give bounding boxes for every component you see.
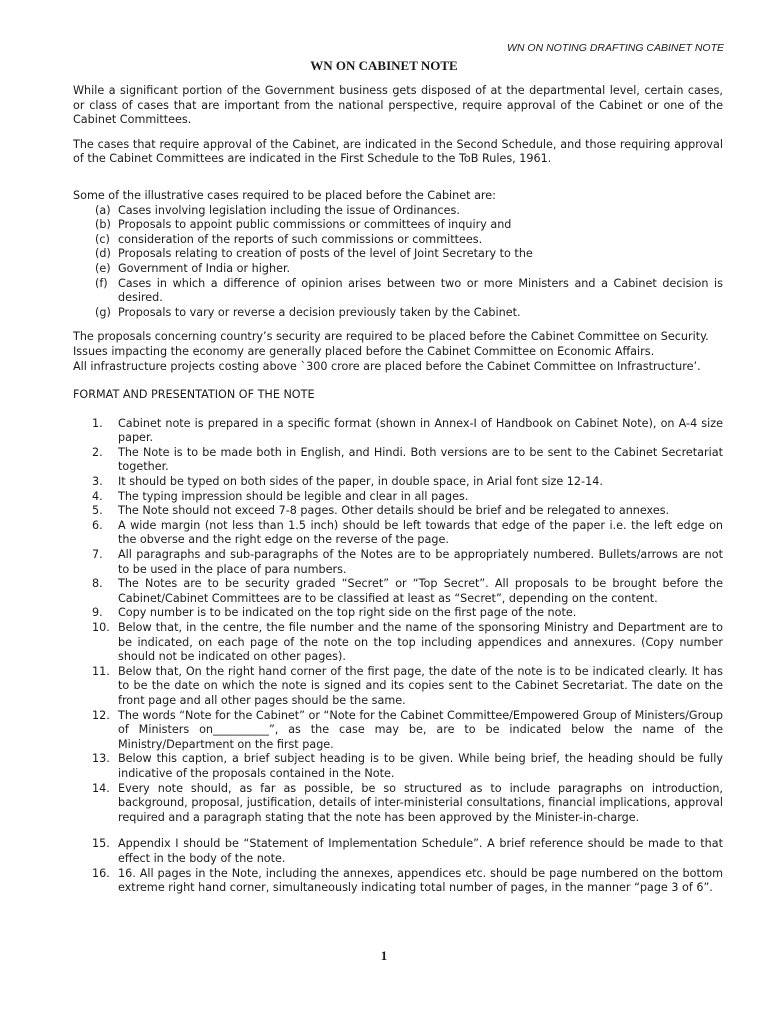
list-item: 9. Copy number is to be indicated on the top right side on the first page of the note.: [92, 606, 577, 620]
list-item: (d) Proposals relating to creation of posts of the level of Joint Secretary to the: [95, 247, 533, 261]
committees-line-1: The proposals concerning country’s security are required to be placed before the Cabinet Committee on Security.: [73, 330, 709, 344]
list-item: 6. A wide margin (not less than 1.5 inch) should be left towards that edge of the paper i.e. the left edge on the obverse and the right edge on the reverse of the page.: [92, 518, 723, 547]
list-item: (c) consideration of the reports of such commissions or committees.: [95, 232, 483, 246]
list-item: 3. It should be typed on both sides of the paper, in double space, in Arial font size 12-14.: [92, 475, 603, 489]
list-item: 16. 16. All pages in the Note, including the annexes, appendices etc. should be page numbered on the bottom extreme right hand corner, simultaneously indicating total number of pages, in the manner “page 3 of 6”.: [92, 866, 723, 895]
list-item: 13. Below this caption, a brief subject heading is to be given. While being brief, the heading should be fully indicative of the proposals contained in the Note.: [92, 752, 723, 780]
list-item: 5. The Note should not exceed 7-8 pages. Other details should be brief and be relegated to annexes.: [92, 504, 670, 518]
intro-paragraph-2: The cases that require approval of the Cabinet, are indicated in the Second Schedule, and those requiring approval of the Cabinet Committees are indicated in the First Schedule to the ToB Rules, 1961.: [73, 137, 723, 166]
intro-paragraph-1: While a significant portion of the Government business gets disposed of at the departmental level, certain cases, or class of cases that are important from the national perspective, require approval of the Cabinet or one of the Cabinet Committees.: [73, 84, 723, 127]
illustrative-lead: Some of the illustrative cases required to be placed before the Cabinet are:: [73, 188, 496, 202]
list-item: 12. The words “Note for the Cabinet” or “Note for the Cabinet Committee/Empowered Group of Ministers/Group of Ministers on__________”, as the case may be, are to be indicated below the name of the Ministry/Department on the first page.: [92, 708, 723, 751]
running-header: WN ON NOTING DRAFTING CABINET NOTE: [507, 42, 724, 54]
page-number: 1: [380, 948, 388, 963]
list-item: 10. Below that, in the centre, the file number and the name of the sponsoring Ministry and Department are to be indicated, on each page of the note on the top including appendices and annexures. (Copy number should not be indicated on other pages).: [92, 621, 723, 664]
list-item: 1. Cabinet note is prepared in a specific format (shown in Annex-I of Handbook on Cabinet Note), on A-4 size paper.: [92, 416, 723, 445]
list-item: (e) Government of India or higher.: [95, 261, 291, 275]
format-rules-list: [73, 417, 723, 896]
list-item: 14. Every note should, as far as possible, be so structured as to include paragraphs on introduction, background, proposal, justification, details of inter-ministerial consultations, financial implications, approval required and a paragraph stating that the note has been approved by the Minister-in-charge.: [92, 781, 723, 824]
document-body: [73, 84, 723, 896]
list-item: (f) Cases in which a difference of opinion arises between two or more Ministers and a Cabinet decision is desired.: [95, 276, 723, 305]
committees-line-3: All infrastructure projects costing above `300 crore are placed before the Cabinet Committee on Infrastructure’.: [73, 359, 701, 373]
list-item: (a) Cases involving legislation including the issue of Ordinances.: [95, 203, 460, 217]
list-item: 11. Below that, On the right hand corner of the first page, the date of the note is to be indicated clearly. It has to be the date on which the note is signed and its copies sent to the Cabinet Secretariat. The date on the front page and all other pages should be the same.: [92, 664, 723, 707]
list-item: 15. Appendix I should be “Statement of Implementation Schedule”. A brief reference should be made to that effect in the body of the note.: [92, 837, 723, 865]
list-item: (g) Proposals to vary or reverse a decision previously taken by the Cabinet.: [95, 305, 521, 319]
format-heading: FORMAT AND PRESENTATION OF THE NOTE: [73, 388, 315, 402]
committees-line-2: Issues impacting the economy are generally placed before the Cabinet Committee on Economic Affairs.: [73, 344, 655, 358]
list-item: 7. All paragraphs and sub-paragraphs of the Notes are to be appropriately numbered. Bullets/arrows are not to be used in the place of para numbers.: [92, 548, 723, 576]
list-item: 4. The typing impression should be legible and clear in all pages.: [92, 489, 469, 503]
list-item: (b) Proposals to appoint public commissions or committees of inquiry and: [95, 218, 512, 232]
page-title: WN ON CABINET NOTE: [310, 58, 458, 73]
list-item: 2. The Note is to be made both in English, and Hindi. Both versions are to be sent to the Cabinet Secretariat together.: [92, 445, 723, 474]
list-item: 8. The Notes are to be security graded “Secret” or “Top Secret”. All proposals to be brought before the Cabinet/Cabinet Committees are to be classified at least as “Secret”, depending on the content.: [92, 577, 723, 605]
illustrative-case-list: [73, 204, 723, 321]
